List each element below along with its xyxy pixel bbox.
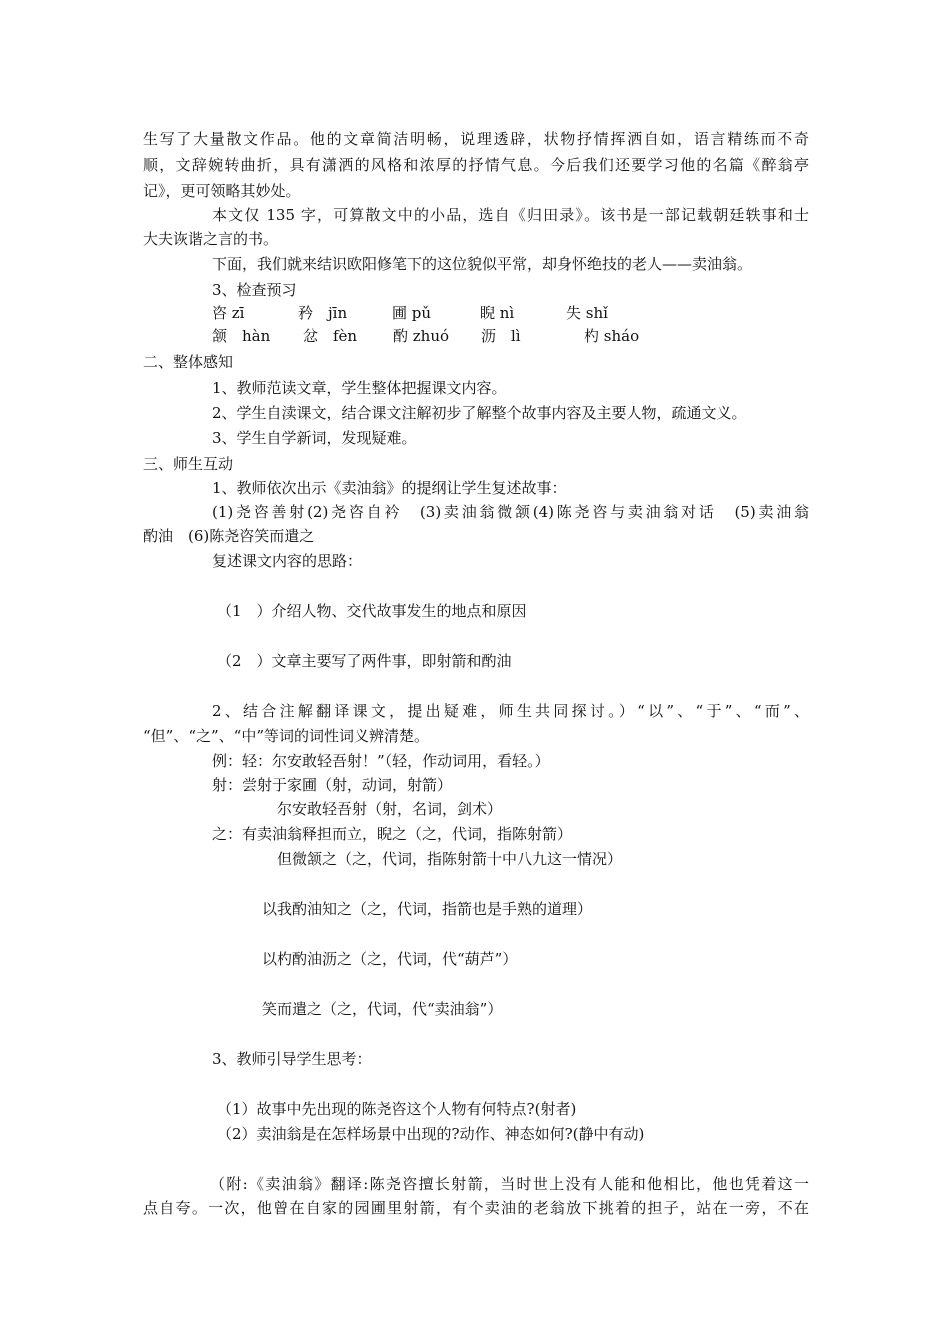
retell-heading: 复述课文内容的思路：	[212, 552, 363, 570]
intro-paragraph-2-line-2: 大夫诙谐之言的书。	[143, 230, 279, 248]
appendix-line-1: （附:《卖油翁》翻译:陈尧咨擅长射箭，当时世上没有人能和他相比，他也凭着这一	[210, 1175, 809, 1193]
intro-paragraph-3: 下面，我们就来结识欧阳修笔下的这位貌似平常，却身怀绝技的老人——卖油翁。	[212, 255, 753, 273]
outline-line-2: 酌油 (6)陈尧咨笑而遣之	[143, 527, 315, 545]
example-zhi-1: 之：有卖油翁释担而立，睨之（之，代词，指陈射箭）	[212, 825, 573, 843]
vocab-item: 颔 hàn	[212, 327, 271, 345]
vocab-item: 圃 pǔ	[392, 304, 432, 322]
section-2-item-1: 1、教师范读文章，学生整体把握课文内容。	[212, 379, 507, 397]
example-qing: 例：轻：尔安敢轻吾射！”（轻，作动词用，看轻。）	[212, 752, 550, 770]
example-zhi-2: 但微颔之（之，代词，指陈射箭十中八九这一情况）	[277, 850, 623, 868]
vocab-item: 失 shǐ	[566, 304, 608, 322]
vocab-item: 酌 zhuó	[393, 327, 450, 345]
section-3-item-1: 1、教师依次出示《卖油翁》的提纲让学生复述故事：	[212, 479, 567, 497]
question-1: （1）故事中先出现的陈尧咨这个人物有何特点?(射者)	[217, 1100, 577, 1118]
vocab-item: 睨 nì	[480, 304, 515, 322]
example-she-1: 射：尝射于家圃（射，动词，射箭）	[212, 776, 453, 794]
check-preview-heading: 3、检查预习	[212, 281, 297, 299]
intro-paragraph-2-line-1: 本文仅 135 字，可算散文中的小品，选自《归田录》。该书是一部记载朝廷轶事和士	[212, 206, 809, 224]
intro-line-1: 生写了大量散文作品。他的文章简洁明畅，说理透辟，状物抒情挥洒自如，语言精练而不奇	[143, 130, 809, 148]
section-2-heading: 二、整体感知	[143, 353, 234, 371]
example-zhi-4: 以杓酌油沥之（之，代词，代“葫芦”）	[262, 950, 518, 968]
vocab-row-2	[0, 326, 950, 346]
section-3-heading: 三、师生互动	[143, 455, 234, 473]
example-she-2: 尔安敢轻吾射（射，名词，剑术）	[277, 800, 503, 818]
retell-point-2: （2 ）文章主要写了两件事，即射箭和酌油	[217, 652, 512, 670]
section-2-item-3: 3、学生自学新词，发现疑难。	[212, 429, 417, 447]
vocab-item: 忿 fèn	[303, 327, 358, 345]
section-3-item-3: 3、教师引导学生思考：	[212, 1050, 372, 1068]
outline-line-1: (1)尧咨善射(2)尧咨自衿 (3)卖油翁微颔(4)陈尧咨与卖油翁对话 (5)卖油翁	[212, 503, 809, 521]
section-2-item-2: 2、学生自渎课文，结合课文注解初步了解整个故事内容及主要人物，疏通文义。	[212, 404, 747, 422]
intro-line-3: 记》，更可领略其妙处。	[143, 182, 301, 200]
question-2: （2）卖油翁是在怎样场景中出现的?动作、神态如何?(静中有动)	[217, 1125, 645, 1143]
example-zhi-5: 笑而遣之（之，代词，代“卖油翁”）	[262, 1000, 503, 1018]
section-3-item-2-line-2: “但”、“之”、“中”等词的词性词义辨清楚。	[143, 727, 430, 745]
vocab-item: 杓 sháo	[584, 327, 640, 345]
retell-point-1: （1 ）介绍人物、交代故事发生的地点和原因	[217, 602, 527, 620]
intro-line-2: 顺，文辞婉转曲折，具有潇洒的风格和浓厚的抒情气息。今后我们还要学习他的名篇《醉翁亭	[143, 156, 809, 174]
appendix-line-2: 点自夸。一次，他曾在自家的园圃里射箭，有个卖油的老翁放下挑着的担子，站在一旁，不在	[143, 1199, 809, 1217]
vocab-item: 咨 zī	[212, 304, 245, 322]
vocab-row-1	[0, 303, 950, 323]
example-zhi-3: 以我酌油知之（之，代词，指箭也是手熟的道理）	[262, 900, 593, 918]
section-3-item-2-line-1: 2、结合注解翻译课文，提出疑难，师生共同探讨。）“以”、“于”、“而”、	[212, 702, 809, 720]
vocab-item: 沥 lì	[481, 327, 521, 345]
vocab-item: 矜 jīn	[298, 304, 348, 322]
